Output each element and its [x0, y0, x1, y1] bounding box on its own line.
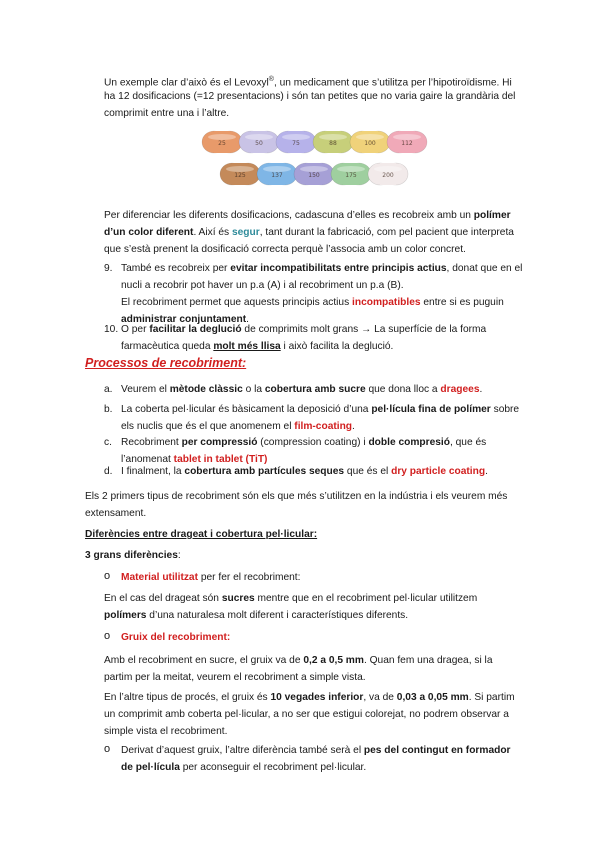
pill-label: 75 — [292, 140, 300, 147]
para2-text: . Així és — [193, 227, 232, 238]
list-red: dragees — [440, 384, 480, 395]
item10-line-1 — [121, 321, 486, 338]
pill-label: 200 — [382, 172, 394, 179]
pill-label: 50 — [255, 140, 263, 147]
pill-50 — [239, 131, 279, 153]
list-text: I finalment, la — [121, 466, 185, 477]
pill-label: 100 — [364, 140, 376, 147]
diff2-line-3 — [104, 689, 515, 706]
item10-bold: facilitar la deglució — [149, 324, 242, 335]
para2-line-2 — [104, 224, 514, 241]
intro-text-a: Un exemple clar d’això és el Levoxyl — [104, 77, 269, 89]
bullet-icon: o — [104, 570, 111, 582]
diff2-text: , va de — [363, 692, 397, 703]
item9-administer: administrar conjuntament — [121, 314, 247, 325]
levoxyl-pills-image — [200, 124, 430, 194]
list-bold: cobertura amb sucre — [264, 384, 366, 395]
list-text: sobre — [490, 404, 520, 415]
item10-line-2 — [121, 338, 393, 355]
list-c-line-1 — [121, 434, 486, 451]
diff2-line-2: partim per la meitat, veurem el recobriment a simple vista. — [104, 672, 366, 683]
pills-row-1 — [202, 131, 427, 153]
pill-125 — [220, 163, 260, 185]
list-text: els nuclis que és el que anomenem el — [121, 421, 295, 432]
para2-safe: segur — [231, 227, 260, 238]
item9-text: També es recobreix per — [121, 263, 231, 274]
list-bold: cobertura amb partícules seques — [184, 466, 345, 477]
item10-text: i això facilita la deglució. — [280, 341, 394, 352]
para2-polymer: polímer — [473, 210, 511, 221]
pill-label: 112 — [401, 140, 413, 147]
list-c-letter: c. — [104, 437, 112, 448]
diff1-text: d’una naturalesa molt diferent i característiques diferents. — [146, 610, 409, 621]
list-text: que dona lloc a — [365, 384, 441, 395]
item9-incompatible: incompatibles — [352, 297, 421, 308]
section-heading: Processos de recobriment: — [85, 356, 247, 370]
pill-200 — [368, 163, 408, 185]
list-bold: pel·lícula fina de polímer — [371, 404, 491, 415]
intro-line-3: comprimit entre una i l’altre. — [104, 108, 230, 119]
diff1-bold: polímers — [104, 610, 147, 621]
diff3-text: per aconseguir el recobriment pel·licular. — [179, 762, 367, 773]
subheading: Diferències entre drageat i cobertura pel·licular: — [85, 529, 318, 540]
para2-text: , tant durant la fabricació, com pel pacient que interpreta — [259, 227, 514, 238]
diff2-text: . Si partim — [468, 692, 515, 703]
pill-label: 125 — [234, 172, 246, 179]
item9-line-3 — [121, 294, 504, 311]
three-bold: 3 grans diferències — [85, 550, 178, 561]
intro-text-b: , un medicament que s’utilitza per l’hipotiroïdisme. Hi — [273, 77, 512, 89]
list-text: (compression coating) i — [257, 437, 369, 448]
diff3-line-2 — [121, 759, 366, 776]
list-bold: per compressió — [181, 437, 258, 448]
list-b-letter: b. — [104, 404, 113, 415]
item10-number: 10. — [104, 324, 119, 335]
list-text: que és el — [344, 466, 392, 477]
pill-25 — [202, 131, 242, 153]
list-text: Recobriment — [121, 437, 182, 448]
diff3-bold: pes del contingut en formador — [363, 745, 511, 756]
item9-line-1 — [121, 260, 522, 277]
three-colon: : — [177, 550, 181, 561]
diff1-line-2 — [104, 607, 408, 624]
para3-line-2: extensament. — [85, 508, 147, 519]
diff2-text: Amb el recobriment en sucre, el gruix va de — [104, 655, 304, 666]
item9-line-2: nucli a recobrir pot haver un p.a (A) i al recobriment un p.a (B). — [121, 280, 404, 291]
item9-text: . — [246, 314, 249, 325]
list-b-line-1 — [121, 401, 519, 418]
three-differences — [85, 547, 181, 564]
diff2-bold: 0,03 a 0,05 mm — [396, 692, 469, 703]
list-bold: doble compresió — [368, 437, 450, 448]
item10-text: de comprimits molt grans — [241, 324, 362, 335]
registered-mark: ® — [268, 76, 274, 83]
diff2-bold: 10 vegades inferior — [270, 692, 364, 703]
arrow-icon: → — [361, 324, 372, 335]
pill-88 — [313, 131, 353, 153]
pill-175 — [331, 163, 371, 185]
list-text: La coberta pel·licular és bàsicament la deposició d’una — [121, 404, 372, 415]
pill-label: 175 — [345, 172, 357, 179]
list-red: tablet in tablet (TiT) — [173, 454, 268, 465]
diff2-line-5: simple vista el recobriment. — [104, 726, 228, 737]
list-red: dry particle coating — [391, 466, 486, 477]
diff1-text: per fer el recobriment: — [197, 572, 301, 583]
item9-text: El recobriment permet que aquests principis actius — [121, 297, 353, 308]
para2-line-1 — [104, 207, 511, 224]
item9-text: , donat que en el — [446, 263, 523, 274]
diff1-bold: sucres — [221, 593, 255, 604]
pill-137 — [257, 163, 297, 185]
list-d-line — [121, 463, 488, 480]
diff1-title-line — [121, 569, 300, 586]
diff2-line-4: un comprimit amb coberta pel·licular, a no ser que estigui colorejat, no podrem observar a — [104, 709, 509, 720]
diff3-line-1 — [121, 742, 511, 759]
diff1-text: mentre que en el recobriment pel·licular utilitzem — [254, 593, 478, 604]
pill-100 — [350, 131, 390, 153]
diff1-title: Material utilitzat — [121, 572, 198, 583]
para2-line-3: que s’està prenent la dosificació correcta perquè l’associa amb un color concret. — [104, 244, 466, 255]
list-text: . — [352, 421, 355, 432]
list-a-letter: a. — [104, 384, 113, 395]
diff3-bold: de pel·lícula — [121, 762, 180, 773]
para2-color: d’un color diferent — [104, 227, 194, 238]
pill-75 — [276, 131, 316, 153]
diff2-text: En l’altre tipus de procés, el gruix és — [104, 692, 271, 703]
item10-text: La superfície de la forma — [371, 324, 487, 335]
list-b-line-2 — [121, 418, 355, 435]
diff1-text: En el cas del drageat són — [104, 593, 222, 604]
intro-line-2: ha 12 dosificacions (=12 presentacions) i són tan petites que no varia gaire la grandària del — [104, 91, 516, 102]
list-text: , que és — [449, 437, 487, 448]
pill-label: 88 — [329, 140, 337, 147]
bullet-icon: o — [104, 743, 111, 755]
pill-label: 25 — [218, 140, 226, 147]
item10-text: O per — [121, 324, 150, 335]
diff2-bold: 0,2 a 0,5 mm — [303, 655, 364, 666]
diff2-line-1 — [104, 652, 493, 669]
list-bold: mètode clàssic — [169, 384, 243, 395]
list-text: . — [479, 384, 483, 395]
list-text: Veurem el — [121, 384, 170, 395]
para2-text: Per diferenciar les diferents dosificacions, cadascuna d’elles es recobreix amb un — [104, 210, 474, 221]
list-a-line — [121, 381, 482, 398]
list-text: l’anomenat — [121, 454, 174, 465]
pill-label: 137 — [271, 172, 283, 179]
pill-150 — [294, 163, 334, 185]
item10-smooth: molt més llisa — [213, 341, 281, 352]
bullet-icon: o — [104, 630, 111, 642]
item10-text: farmacèutica queda — [121, 341, 214, 352]
pill-112 — [387, 131, 427, 153]
para3-line-1: Els 2 primers tipus de recobriment són els que més s’utilitzen en la indústria i els veurem més — [85, 491, 508, 502]
list-d-letter: d. — [104, 466, 113, 477]
item9-text: entre si es puguin — [420, 297, 504, 308]
list-text: o la — [242, 384, 265, 395]
diff1-line-1 — [104, 590, 477, 607]
list-red: film-coating — [294, 421, 353, 432]
item9-bold: evitar incompatibilitats entre principis actius — [230, 263, 447, 274]
diff2-title: Gruix del recobriment: — [121, 632, 231, 643]
list-text: . — [485, 466, 488, 477]
pills-row-2 — [220, 163, 408, 185]
item9-number: 9. — [104, 263, 113, 274]
diff3-text: Derivat d’aquest gruix, l’altre diferència també serà el — [121, 745, 364, 756]
pill-label: 150 — [308, 172, 320, 179]
diff2-text: . Quan fem una dragea, si la — [363, 655, 493, 666]
